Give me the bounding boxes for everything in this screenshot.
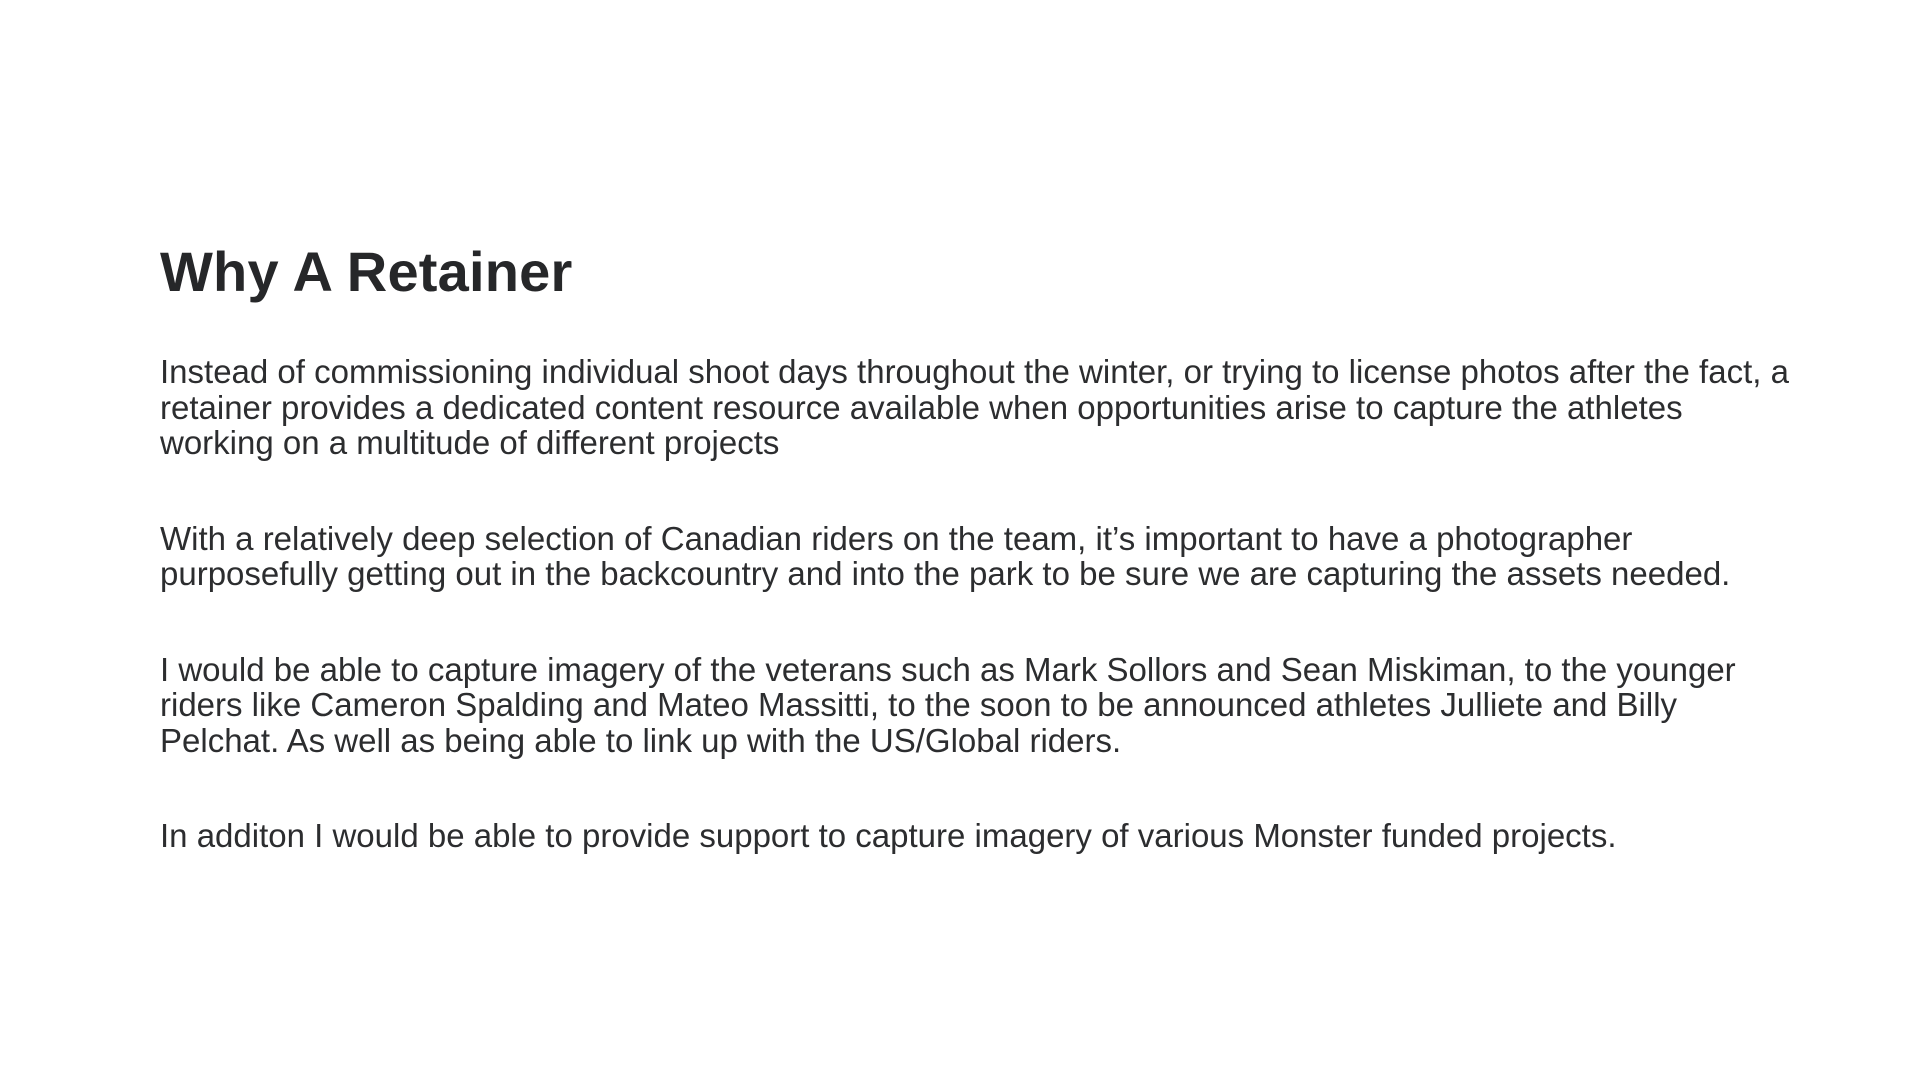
paragraph-athletes: I would be able to capture imagery of the veterans such as Mark Sollors and Sean Miskiman, to the younger riders like Cameron Spalding and Mateo Massitti, to the soon to be announced athletes Julliete and Billy Pelchat. As well as being able to link up with the US/Global riders. (160, 650, 1736, 759)
paragraph-additional-support: In additon I would be able to provide support to capture imagery of various Monster funded projects. (160, 817, 1617, 854)
page-title: Why A Retainer (160, 240, 573, 303)
body-text (160, 354, 1800, 854)
paragraph-retainer-benefit: Instead of commissioning individual shoot days throughout the winter, or trying to license photos after the fact, a retainer provides a dedicated content resource available when opportunities arise to capture the athletes working on a multitude of different projects (160, 353, 1789, 461)
slide-content (160, 240, 1800, 854)
paragraph-canadian-riders: With a relatively deep selection of Canadian riders on the team, it’s important to have a photographer purposefully getting out in the backcountry and into the park to be sure we are capturing the assets needed. (160, 519, 1731, 592)
